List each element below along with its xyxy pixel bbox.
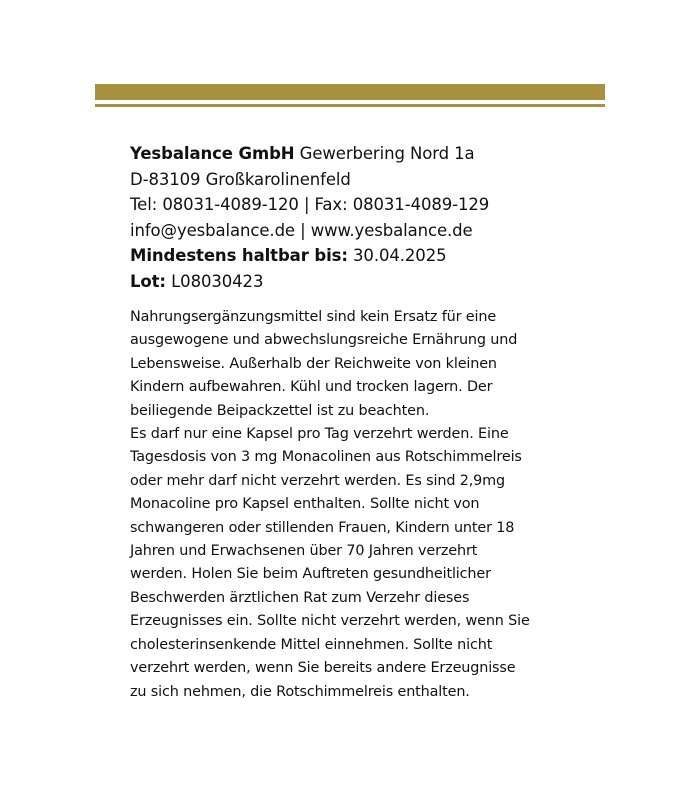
notice-line: cholesterinsenkende Mittel einnehmen. Sollte nicht: [130, 636, 493, 653]
notice-line: zu sich nehmen, die Rotschimmelreis enthalten.: [130, 683, 470, 700]
notice-line: schwangeren oder stillenden Frauen, Kindern unter 18: [130, 519, 515, 536]
gold-header-rule: [95, 104, 605, 107]
notice-line: Tagesdosis von 3 mg Monacolinen aus Rotschimmelreis: [130, 449, 522, 466]
notice-line: werden. Holen Sie beim Auftreten gesundheitlicher: [130, 566, 491, 583]
lot-value: L08030423: [165, 271, 264, 291]
company-city: D-83109 Großkarolinenfeld: [130, 169, 351, 189]
notice-text: [130, 306, 560, 704]
company-street: Gewerbering Nord 1a: [294, 144, 475, 163]
notice-line: Es darf nur eine Kapsel pro Tag verzehrt werden. Eine: [130, 426, 509, 443]
best-before-value: 30.04.2025: [347, 246, 447, 265]
notice-line: Kindern aufbewahren. Kühl und trocken lagern. Der: [130, 379, 493, 396]
lot-line: [130, 269, 560, 295]
notice-line: Beschwerden ärztlichen Rat zum Verzehr dieses: [130, 589, 470, 606]
notice-line: Erzeugnisses ein. Sollte nicht verzehrt werden, wenn Sie: [130, 613, 530, 630]
notice-line: oder mehr darf nicht verzehrt werden. Es sind 2,9mg: [130, 472, 506, 489]
notice-line: verzehrt werden, wenn Sie bereits andere Erzeugnisse: [130, 660, 516, 677]
best-before-label: Mindestens haltbar bis:: [130, 246, 348, 265]
product-label: [130, 141, 560, 704]
company-name: Yesbalance GmbH: [130, 144, 295, 163]
notice-line: Monacoline pro Kapsel enthalten. Sollte nicht von: [130, 496, 480, 513]
lot-label: Lot:: [130, 271, 166, 291]
company-web: info@yesbalance.de | www.yesbalance.de: [130, 220, 473, 240]
company-phone-fax: Tel: 08031-4089-120 | Fax: 08031-4089-129: [130, 195, 490, 214]
notice-line: Nahrungsergänzungsmittel sind kein Ersatz für eine: [130, 309, 497, 325]
notice-line: Lebensweise. Außerhalb der Reichweite von kleinen: [130, 355, 497, 372]
notice-line: beiliegende Beipackzettel ist zu beachten.: [130, 402, 430, 419]
company-line: [130, 141, 560, 167]
best-before-line: [130, 243, 560, 269]
gold-header-band: [95, 84, 605, 100]
notice-line: Jahren und Erwachsenen über 70 Jahren verzehrt: [130, 543, 478, 560]
notice-line: ausgewogene und abwechslungsreiche Ernährung und: [130, 332, 518, 349]
